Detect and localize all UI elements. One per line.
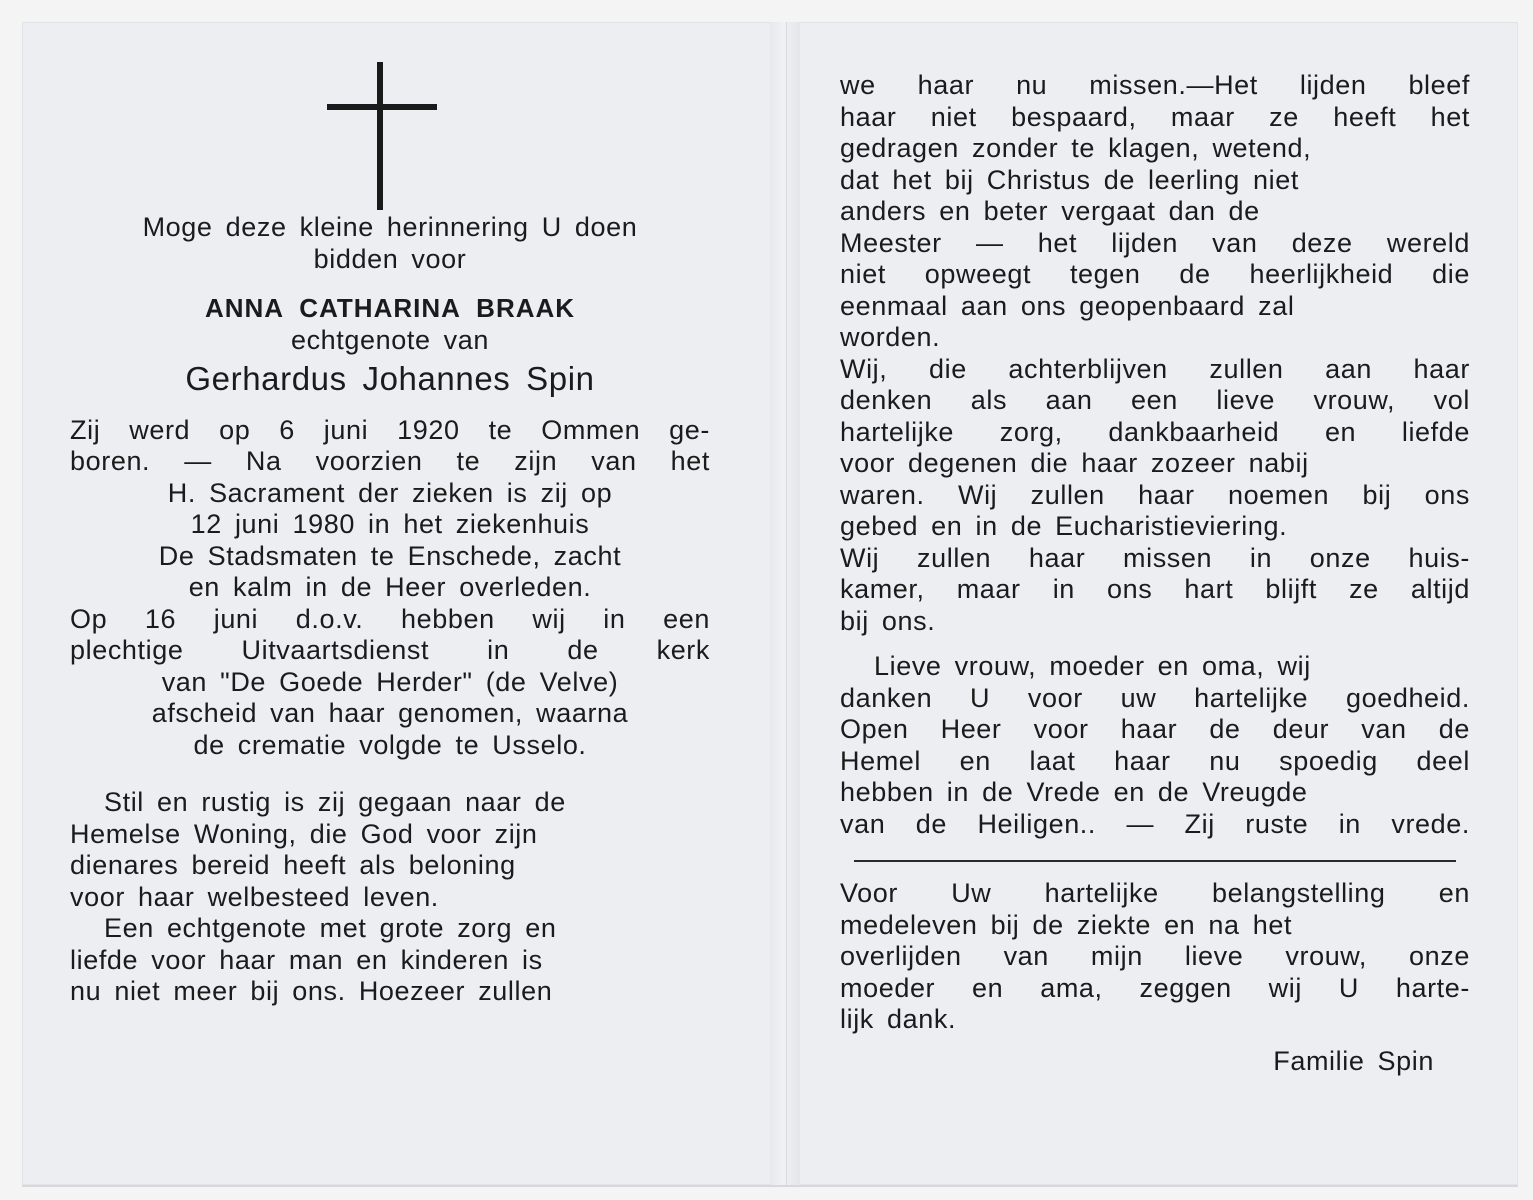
text-line: dat het bij Christus de leerling niet (840, 164, 1299, 195)
text-line: haar niet bespaard, maar ze heeft het (840, 101, 1470, 132)
text-line: Wij, die achterblijven zullen aan haar (840, 353, 1470, 384)
thanks-line: lijk dank. (840, 1004, 957, 1034)
text-line: hartelijke zorg, dankbaarheid en liefde (840, 416, 1470, 447)
paragraph-remembrance (840, 354, 1470, 638)
text-line: gedragen zonder te klagen, wetend, (840, 133, 1312, 163)
cross-icon (327, 62, 437, 212)
text-line: kamer, maar in ons hart blijft ze altijd (840, 574, 1470, 604)
bio-line: boren. — Na voorzien te zijn van het (70, 446, 710, 476)
prayer-line: hebben in de Vrede en de Vreugde (840, 777, 1308, 807)
text-line: Meester — het lijden van deze wereld (840, 227, 1470, 258)
text-line: liefde voor haar man en kinderen is (70, 944, 543, 975)
bio-line: de crematie volgde te Usselo. (193, 729, 587, 760)
text-line: voor haar welbesteed leven. (70, 881, 439, 912)
signature: Familie Spin (1273, 1045, 1434, 1076)
text-line: bij ons. (840, 605, 936, 636)
divider-rule (854, 860, 1456, 862)
text-line: we haar nu missen.—Het lijden bleef (840, 70, 1470, 100)
text-line: denken als aan een lieve vrouw, vol (840, 385, 1470, 415)
text-line: Hemelse Woning, die God voor zijn (70, 818, 538, 849)
prayer-line: danken U voor uw hartelijke goedheid. (840, 682, 1470, 713)
intro-line: Moge deze kleine herinnering U doen (142, 212, 638, 242)
thanks-line: medeleven bij de ziekte en na het (840, 909, 1293, 940)
text-line: voor degenen die haar zozeer nabij (840, 448, 1309, 478)
paragraph-rest (70, 787, 710, 913)
prayer-line: van de Heiligen.. — Zij ruste in vrede. (840, 808, 1470, 839)
bio-line: en kalm in de Heer overleden. (188, 572, 592, 602)
text-line: Een echtgenote met grote zorg en (104, 913, 557, 943)
bio-line: afscheid van haar genomen, waarna (151, 698, 629, 728)
bio-line: H. Sacrament der zieken is zij op (167, 477, 613, 508)
bio-line: De Stadsmaten te Enschede, zacht (158, 540, 622, 571)
spouse-label: echtgenote van (290, 325, 490, 355)
thanks-line: Voor Uw hartelijke belangstelling en (840, 878, 1470, 908)
text-line: niet opweegt tegen de heerlijkheid die (840, 259, 1470, 289)
text-line: Wij zullen haar missen in onze huis- (840, 542, 1470, 573)
text-line: anders en beter vergaat dan de (840, 196, 1260, 226)
spouse-name: Gerhardus Johannes Spin (185, 359, 595, 397)
thanks-line: moeder en ama, zeggen wij U harte- (840, 972, 1470, 1003)
bio-line: van "De Goede Herder" (de Velve) (161, 666, 619, 697)
prayer-line: Hemel en laat haar nu spoedig deel (840, 745, 1470, 776)
paragraph-suffering (840, 70, 1470, 354)
deceased-name: ANNA CATHARINA BRAAK (204, 293, 576, 323)
paragraph-spouse (70, 913, 710, 1008)
text-line: dienares bereid heeft als beloning (70, 850, 516, 880)
bio-line: 12 juni 1980 in het ziekenhuis (190, 509, 590, 539)
text-line: Stil en rustig is zij gegaan naar de (104, 787, 566, 817)
bio-line: Zij werd op 6 juni 1920 te Ommen ge- (70, 414, 710, 445)
text-line: eenmaal aan ons geopenbaard zal (840, 290, 1295, 321)
text-line: waren. Wij zullen haar noemen bij ons (840, 479, 1470, 510)
right-page (840, 70, 1470, 1077)
text-line: worden. (840, 322, 941, 352)
memorial-card (22, 22, 1518, 1187)
prayer (840, 651, 1470, 840)
fold-crease (786, 22, 787, 1185)
biography (70, 415, 710, 762)
card-fold (770, 22, 800, 1185)
text-line: gebed en in de Eucharistieviering. (840, 511, 1288, 541)
prayer-line: Lieve vrouw, moeder en oma, wij (874, 651, 1311, 681)
bio-line: Op 16 juni d.o.v. hebben wij in een (70, 603, 710, 634)
left-page (70, 212, 710, 1008)
prayer-line: Open Heer voor haar de deur van de (840, 714, 1470, 744)
bio-line: plechtige Uitvaartsdienst in de kerk (70, 635, 710, 665)
thanks-line: overlijden van mijn lieve vrouw, onze (840, 941, 1470, 971)
text-line: nu niet meer bij ons. Hoezeer zullen (70, 976, 553, 1006)
thanks-note (840, 878, 1470, 1036)
intro-line: bidden voor (313, 243, 467, 274)
